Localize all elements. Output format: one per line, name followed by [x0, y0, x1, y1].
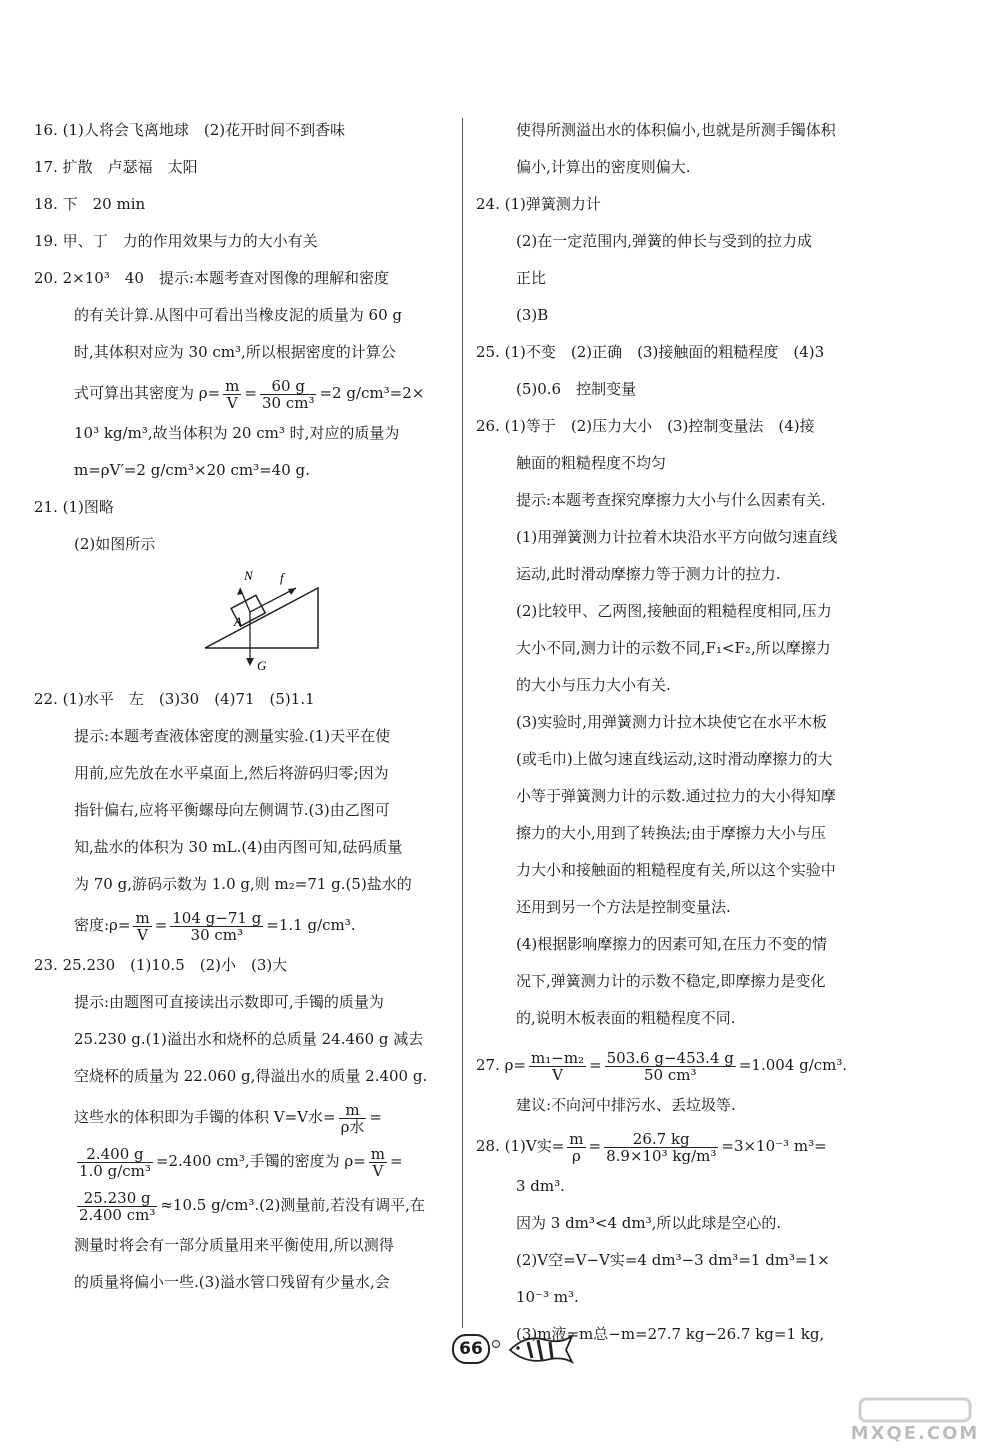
answer-22-line5: 知,盐水的体积为 30 mL.(4)由丙图可知,砝码质量	[74, 838, 403, 856]
answer-28-line4: (2)V空=V−V实=4 dm³−3 dm³=1 dm³=1×	[516, 1251, 830, 1269]
answer-26-line6: (2)比较甲、乙两图,接触面的粗糙程度相同,压力	[516, 602, 832, 620]
answer-16: 16. (1)人将会飞离地球 (2)花开时间不到香味	[34, 121, 346, 139]
watermark-logo-icon	[840, 1395, 990, 1425]
answer-20-line3: 时,其体积对应为 30 cm³,所以根据密度的计算公	[74, 343, 396, 361]
answer-27-line2: 建议:不向河中排污水、丢垃圾等.	[516, 1096, 736, 1114]
answer-23-line5: 这些水的体积即为手镯的体积 V=V水= $\frac{m}{\text{ρ水}}$ =	[74, 1100, 382, 1136]
label-g: G	[257, 658, 267, 673]
answer-22-line3: 用前,应先放在水平桌面上,然后将游码归零;因为	[74, 764, 389, 782]
answer-26-line16: 况下,弹簧测力计的示数不稳定,即摩擦力是变化	[516, 972, 826, 990]
answer-28-line2: 3 dm³.	[516, 1177, 565, 1195]
answer-26-line7: 大小不同,测力计的示数不同,F₁<F₂,所以摩擦力	[516, 639, 831, 657]
answer-22-line6: 为 70 g,游码示数为 1.0 g,则 m₂=71 g.(5)盐水的	[74, 875, 412, 893]
answer-24-line1: 24. (1)弹簧测力计	[476, 195, 601, 213]
incline-triangle	[205, 588, 318, 648]
answer-26-line13: 力大小和接触面的粗糙程度有关,所以这个实验中	[516, 861, 836, 879]
fraction: $\frac{m}{V}$	[370, 1144, 385, 1180]
answer-20-line2: 的有关计算.从图中可看出当橡皮泥的质量为 60 g	[74, 306, 402, 324]
answer-26-line14: 还用到另一个方法是控制变量法.	[516, 898, 731, 916]
answer-28-line5: 10⁻³ m³.	[516, 1288, 579, 1306]
answer-27-formula: 27. ρ= $\frac{\text{m₁−m₂}}{V}$ = $\frac{503.6 g-453.4 g}{\text{50 cm³}}$ =1.004 g/cm³.	[476, 1048, 848, 1084]
answer-25-line1: 25. (1)不变 (2)正确 (3)接触面的粗糙程度 (4)3	[476, 343, 825, 361]
answer-23-line1: 23. 25.230 (1)10.5 (2)小 (3)大	[34, 956, 288, 974]
answer-26-line3: 提示:本题考查探究摩擦力大小与什么因素有关.	[516, 491, 826, 509]
answer-23-line2: 提示:由题图可直接读出示数即可,手镯的质量为	[74, 993, 384, 1011]
friction-arrow	[250, 588, 296, 612]
answer-26-line10: (或毛巾)上做匀速直线运动,这时滑动摩擦力的大	[516, 750, 833, 768]
label-f: f	[280, 570, 284, 585]
answer-26-line15: (4)根据影响摩擦力的因素可知,在压力不变的情	[516, 935, 828, 953]
answer-21-line2: (2)如图所示	[74, 535, 156, 553]
answer-26-line9: (3)实验时,用弹簧测力计拉木块使它在水平木板	[516, 713, 828, 731]
answer-26-line4: (1)用弹簧测力计拉着木块沿水平方向做匀速直线	[516, 528, 838, 546]
answer-23-line4: 空烧杯的质量为 22.060 g,得溢出水的质量 2.400 g.	[74, 1067, 428, 1085]
answer-17: 17. 扩散 卢瑟福 太阳	[34, 158, 198, 176]
answer-28-formula: 28. (1)V实= $\frac{m}{\rho}$ = $\frac{26.7 kg}{\text{8.9×10³ kg/m³}}$ =3×10⁻³ m³=	[476, 1129, 827, 1165]
answer-23-line7: $\frac{25.230 g}{\text{2.400 cm³}}$ ≈10.5 g/cm³.(2)测量前,若没有调平,在	[79, 1188, 425, 1224]
force-diagram	[200, 560, 330, 675]
answer-22-line1: 22. (1)水平 左 (3)30 (4)71 (5)1.1	[34, 690, 315, 708]
answer-26-line17: 的,说明木板表面的粗糙程度不同.	[516, 1009, 736, 1027]
answer-22-line2: 提示:本题考查液体密度的测量实验.(1)天平在使	[74, 727, 391, 745]
answer-26-line8: 的大小与压力大小有关.	[516, 676, 671, 694]
dot-icon	[492, 1340, 500, 1348]
answer-20-formula: 式可算出其密度为 ρ= $\frac{m}{V}$ = $\frac{60 g}{\text{30 cm³}}$ =2 g/cm³=2×	[74, 376, 425, 412]
answer-26-line11: 小等于弹簧测力计的示数.通过拉力的大小得知摩	[516, 787, 836, 805]
answer-24-line2: (2)在一定范围内,弹簧的伸长与受到的拉力成	[516, 232, 813, 250]
answer-24-line4: (3)B	[516, 306, 549, 324]
fraction: $\frac{m}{V}$	[225, 376, 240, 412]
answer-23-line8: 测量时将会有一部分质量用来平衡使用,所以测得	[74, 1236, 394, 1254]
fraction: $\frac{m}{\rho}$	[569, 1129, 584, 1165]
answer-20-line5: 10³ kg/m³,故当体积为 20 cm³ 时,对应的质量为	[74, 424, 400, 442]
fraction: $\frac{60 g}{\text{30 cm³}}$	[261, 376, 315, 412]
fraction: $\frac{2.400 g}{\text{1.0 g/cm³}}$	[79, 1144, 151, 1180]
fraction: $\frac{25.230 g}{\text{2.400 cm³}}$	[79, 1188, 156, 1224]
fraction: $\frac{104 g-71 g}{\text{30 cm³}}$	[172, 908, 262, 944]
watermark	[840, 1395, 990, 1445]
answer-26-line5: 运动,此时滑动摩擦力等于测力计的拉力.	[516, 565, 781, 583]
answer-18: 18. 下 20 min	[34, 195, 146, 213]
fraction: $\frac{m}{\text{ρ水}}$	[340, 1100, 365, 1136]
answer-26-line1: 26. (1)等于 (2)压力大小 (3)控制变量法 (4)接	[476, 417, 815, 435]
left-column	[34, 112, 452, 1301]
answer-26-line12: 擦力的大小,用到了转换法;由于摩擦力大小与压	[516, 824, 826, 842]
answer-22-line4: 指针偏右,应将平衡螺母向左侧调节.(3)由乙图可	[74, 801, 390, 819]
answer-22-formula: 密度:ρ= $\frac{m}{V}$ = $\frac{104 g-71 g}{\text{30 cm³}}$ =1.1 g/cm³.	[74, 908, 356, 944]
answer-20-line1: 20. 2×10³ 40 提示:本题考查对图像的理解和密度	[34, 269, 389, 287]
fraction: $\frac{\text{m₁−m₂}}{V}$	[531, 1048, 585, 1084]
arrow-head	[246, 658, 254, 666]
answer-23-cont2: 偏小,计算出的密度则偏大.	[516, 158, 691, 176]
answer-23-line6: $\frac{2.400 g}{\text{1.0 g/cm³}}$ =2.400 cm³,手镯的密度为 ρ= $\frac{m}{V}$ =	[79, 1144, 403, 1180]
answer-24-line3: 正比	[516, 269, 547, 287]
answer-25-line2: (5)0.6 控制变量	[516, 380, 637, 398]
answer-23-line3: 25.230 g.(1)溢出水和烧杯的总质量 24.460 g 减去	[74, 1030, 424, 1048]
answer-21-line1: 21. (1)图略	[34, 498, 114, 516]
fish-icon	[506, 1330, 576, 1366]
watermark-text: MXQE.COM	[850, 1423, 980, 1444]
fraction: $\frac{26.7 kg}{\text{8.9×10³ kg/m³}}$	[606, 1129, 717, 1165]
answer-23-cont1: 使得所测溢出水的体积偏小,也就是所测手镯体积	[516, 121, 836, 139]
label-a: A	[234, 614, 242, 629]
answer-28-line3: 因为 3 dm³<4 dm³,所以此球是空心的.	[516, 1214, 782, 1232]
answer-20-line6: m=ρV′=2 g/cm³×20 cm³=40 g.	[74, 461, 310, 479]
answer-23-line9: 的质量将偏小一些.(3)溢水管口残留有少量水,会	[74, 1273, 390, 1291]
label-n: N	[244, 568, 253, 583]
column-divider	[462, 118, 463, 1328]
page-number: 66	[452, 1334, 490, 1364]
answer-19: 19. 甲、丁 力的作用效果与力的大小有关	[34, 232, 318, 250]
fraction: $\frac{m}{V}$	[135, 908, 150, 944]
answer-26-line2: 触面的粗糙程度不均匀	[516, 454, 667, 472]
answer-28-line6: (3)m液=m总−m=27.7 kg−26.7 kg=1 kg,	[516, 1325, 825, 1343]
right-column	[476, 112, 896, 1353]
fraction: $\frac{503.6 g-453.4 g}{\text{50 cm³}}$	[606, 1048, 734, 1084]
